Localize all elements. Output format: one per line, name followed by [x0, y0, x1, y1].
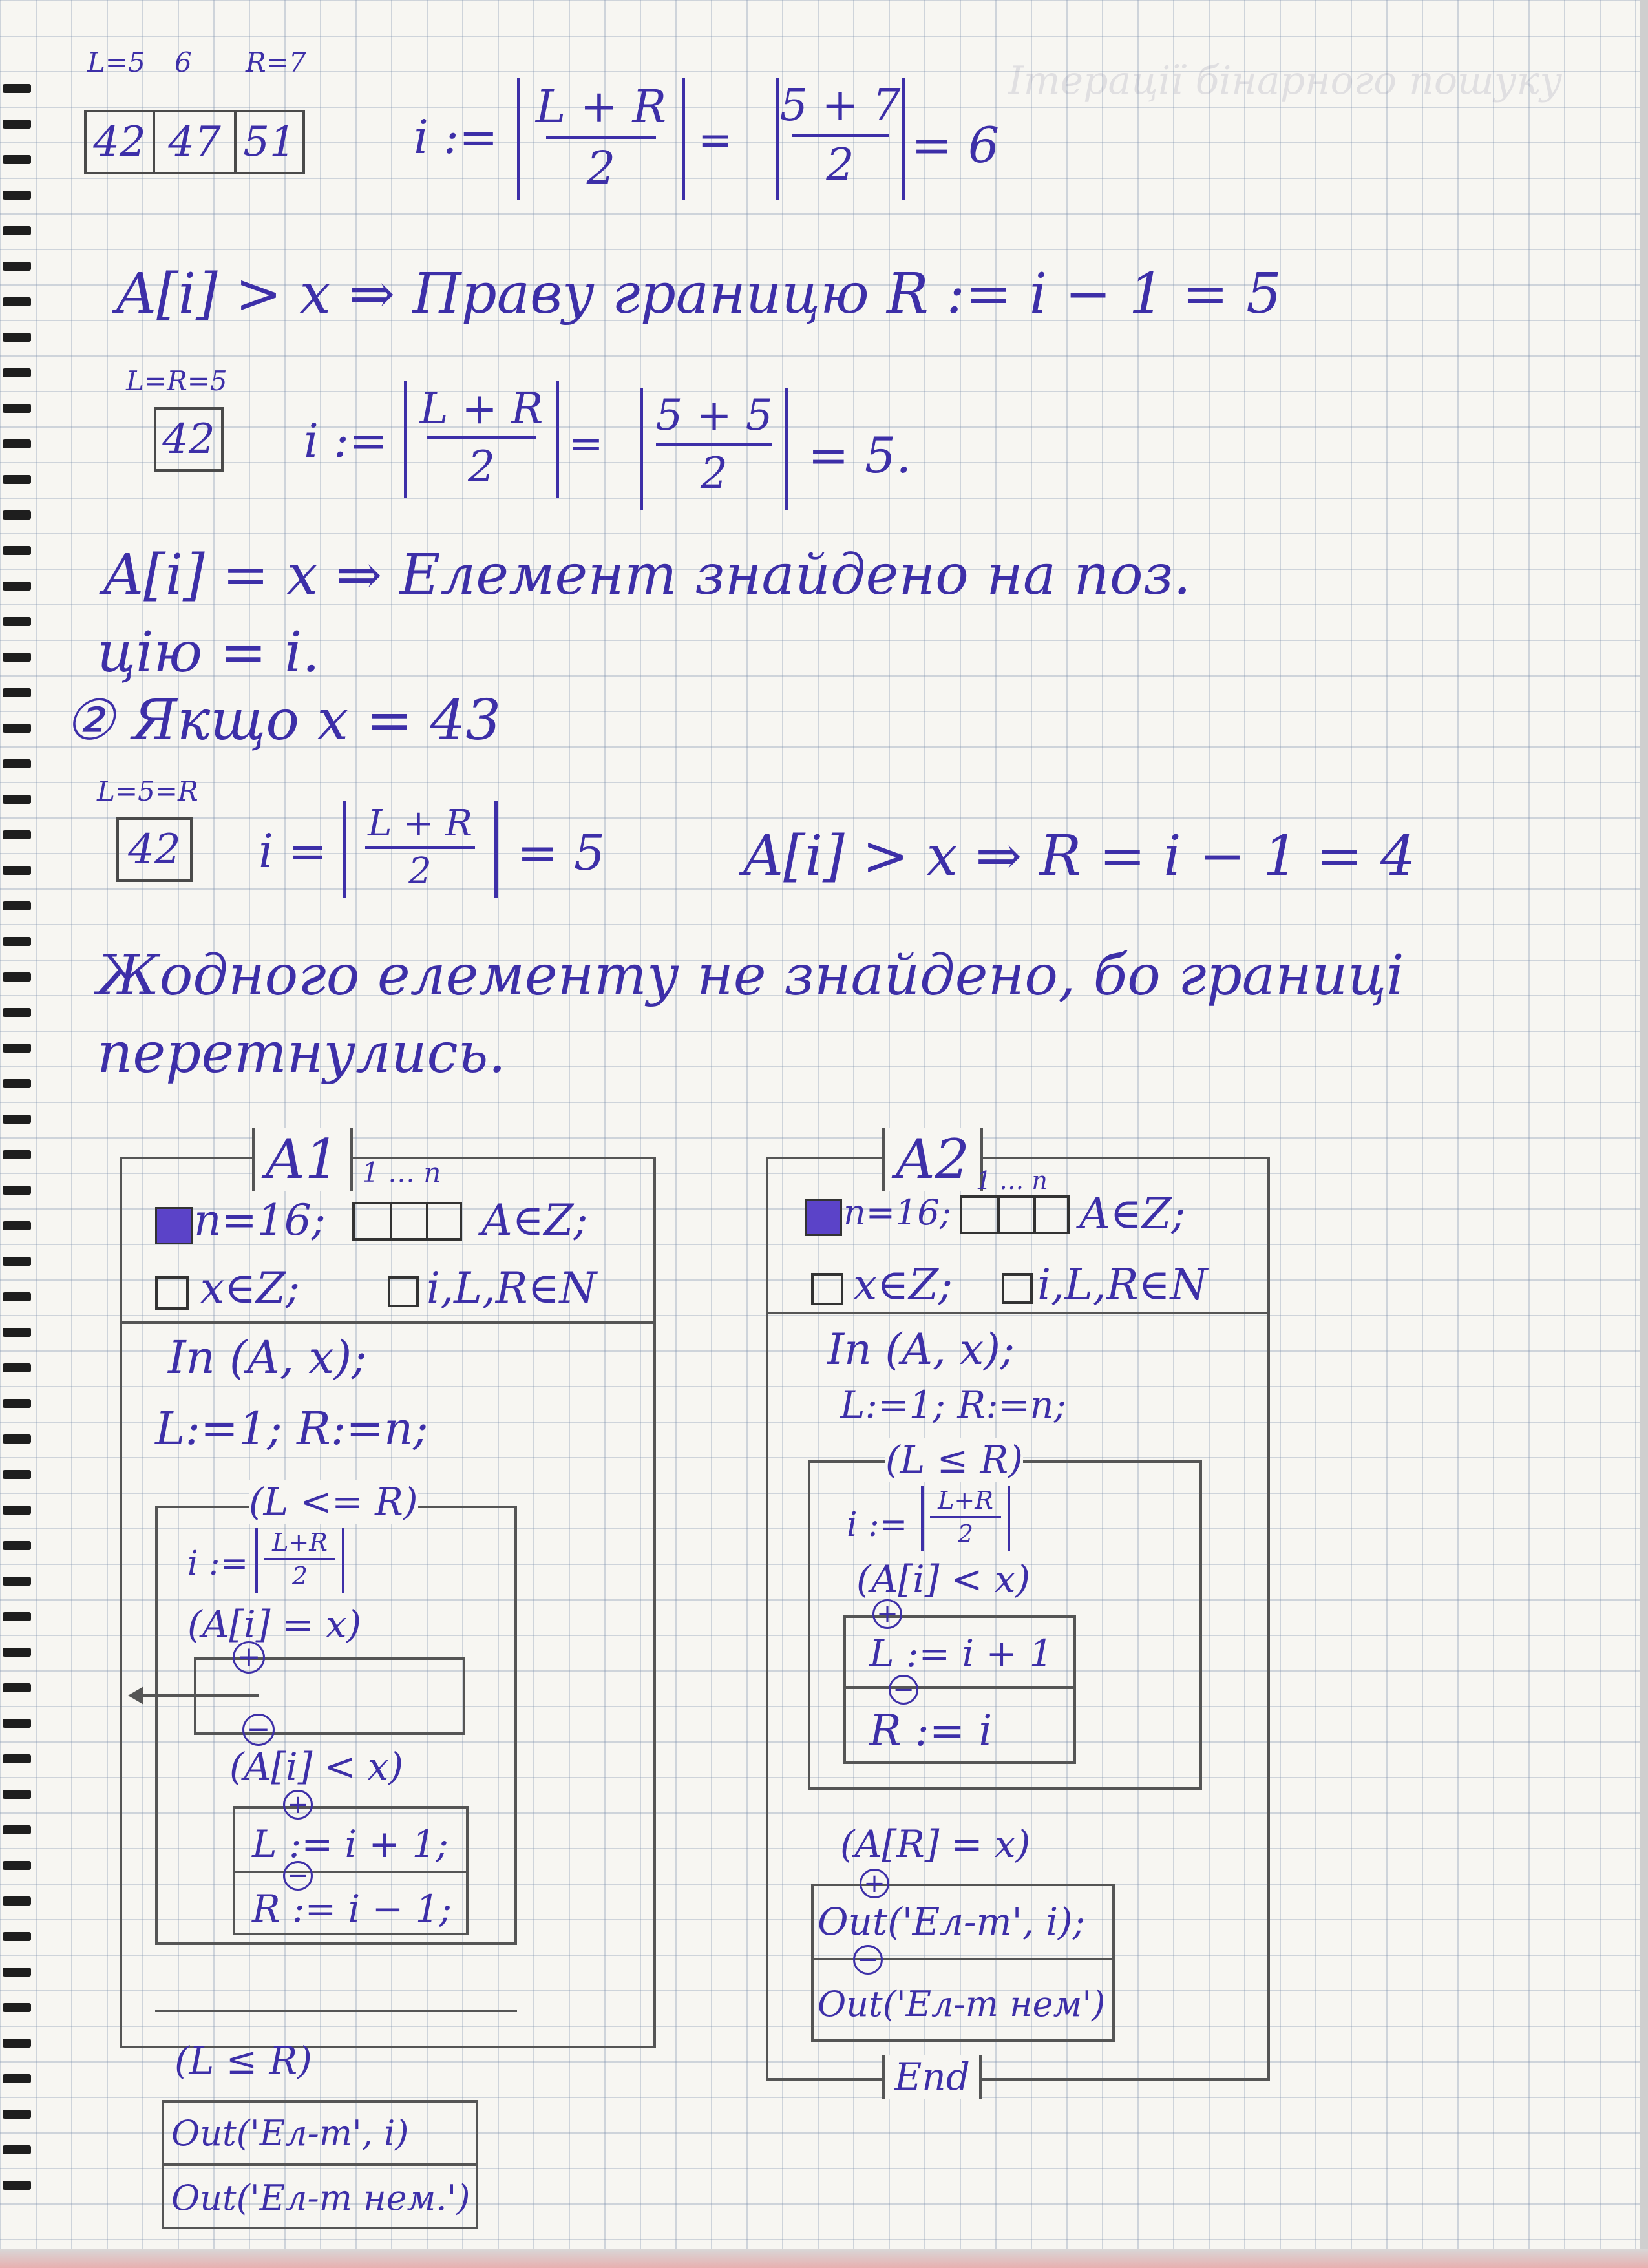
fraction-numerator: L + R: [535, 80, 667, 133]
a2-if-plus: +: [872, 1599, 902, 1629]
fraction-numerator: L+R: [938, 1486, 993, 1515]
fraction-denominator: 2: [957, 1520, 974, 1548]
formula-result: = 5.: [808, 426, 912, 484]
spiral-hole: [3, 1612, 31, 1621]
fraction-denominator: 2: [468, 442, 495, 492]
spiral-hole: [3, 617, 31, 626]
array-cell: 42: [154, 407, 224, 472]
a1-array-label: 1 … n: [362, 1157, 441, 1188]
a2-output-plus: +: [860, 1869, 889, 1898]
a2-output-minus: −: [853, 1945, 883, 1975]
spiral-hole: [3, 724, 31, 733]
floor-fraction: [640, 388, 788, 510]
spiral-hole: [3, 1719, 31, 1728]
fraction-numerator: L + R: [368, 803, 472, 845]
a1-array-box-icon: [352, 1202, 462, 1241]
a1-loop-end-line: [155, 2010, 517, 2012]
spiral-hole: [3, 1434, 31, 1444]
spiral-hole: [3, 582, 31, 591]
a1-decl-x: x∈Z;: [200, 1263, 301, 1313]
spiral-hole: [3, 688, 31, 697]
equals-sign: =: [698, 116, 733, 164]
spiral-hole: [3, 333, 31, 342]
case2-title: ② Якщо x = 43: [65, 688, 502, 753]
a2-if-else: R := i: [869, 1706, 993, 1756]
a1-if2-plus: +: [283, 1790, 313, 1820]
a1-condition2: (A[i] < x): [229, 1745, 404, 1789]
fraction-denominator: 2: [291, 1562, 308, 1590]
spiral-hole: [3, 901, 31, 910]
a1-empty-square-icon: [155, 1276, 189, 1310]
a1-decl-n: n=16;: [194, 1195, 326, 1245]
spiral-hole: [3, 155, 31, 164]
a1-title: A1: [252, 1128, 353, 1191]
step1-label-r: R=7: [246, 47, 306, 78]
spiral-hole: [3, 368, 31, 377]
spiral-hole: [3, 795, 31, 804]
a2-output-found: Out('Ел-т', i);: [818, 1900, 1086, 1944]
spiral-hole: [3, 297, 31, 306]
fraction-denominator: 2: [826, 140, 854, 191]
a2-init: L:=1; R:=n;: [840, 1383, 1067, 1427]
a1-output-divider: [162, 2163, 478, 2166]
array-cell: 42: [84, 110, 155, 174]
fraction-bar: [264, 1558, 335, 1560]
spiral-hole: [3, 1506, 31, 1515]
fraction-denominator: 2: [408, 850, 432, 892]
a1-if1-plus: +: [233, 1641, 265, 1674]
show-through-text: Ітерації бінарного пошуку: [1008, 58, 1563, 103]
fraction-numerator: L+R: [272, 1528, 328, 1557]
formula-lhs: i =: [259, 824, 328, 878]
equals-sign: =: [569, 420, 604, 468]
a2-array-box-icon: [960, 1195, 1070, 1234]
a2-decl-n: n=16;: [843, 1192, 951, 1233]
spiral-hole: [3, 1328, 31, 1337]
fraction-bar: [427, 436, 536, 439]
a1-decl-a: A∈Z;: [481, 1195, 588, 1245]
step3-label: L=5=R: [97, 775, 198, 807]
spiral-hole: [3, 1541, 31, 1550]
final-conclusion-line1: Жодного елементу не знайдено, бо границі: [97, 943, 1404, 1008]
spiral-hole: [3, 2039, 31, 2048]
fraction-denominator: 2: [586, 142, 616, 194]
floor-fraction: [776, 78, 905, 200]
a1-empty-square-icon: [388, 1276, 419, 1307]
spiral-hole: [3, 1932, 31, 1941]
spiral-hole: [3, 2181, 31, 2190]
fraction-numerator: L + R: [419, 384, 544, 434]
spiral-hole: [3, 1257, 31, 1266]
spiral-hole: [3, 1754, 31, 1763]
step1-label-l: L=5: [87, 47, 145, 78]
array-cell: 42: [116, 817, 193, 882]
spiral-hole: [3, 1470, 31, 1479]
a1-mid-lhs: i :=: [187, 1544, 249, 1583]
formula-result: = 6: [911, 116, 1000, 174]
floor-fraction: [404, 381, 559, 498]
step3-conclusion: A[i] > x ⇒ R = i − 1 = 4: [743, 824, 1416, 888]
a1-condition1: (A[i] = x): [187, 1602, 362, 1646]
fraction-bar: [930, 1516, 1001, 1518]
spiral-hole: [3, 1399, 31, 1408]
spiral-hole: [3, 2003, 31, 2012]
a2-divider: [766, 1312, 1270, 1314]
spiral-hole: [3, 1968, 31, 1977]
spiral-hole: [3, 120, 31, 129]
spiral-hole: [3, 2145, 31, 2154]
spiral-hole: [3, 937, 31, 946]
a2-output-not-found: Out('Ел-т нем'): [818, 1984, 1106, 2024]
a2-mid-lhs: i :=: [847, 1506, 908, 1544]
spiral-hole: [3, 510, 31, 520]
spiral-hole: [3, 1115, 31, 1124]
a2-decl-x: x∈Z;: [853, 1260, 953, 1310]
spiral-hole: [3, 1221, 31, 1230]
step2-conclusion-line2: цію = i.: [97, 620, 320, 685]
spiral-hole: [3, 1044, 31, 1053]
spiral-hole: [3, 1186, 31, 1195]
a1-if2-else: R := i − 1;: [252, 1887, 452, 1931]
floor-fraction: [343, 801, 498, 898]
a1-if2-then: L := i + 1;: [252, 1822, 449, 1866]
a1-output-found: Out('Ел-т', i): [171, 2113, 409, 2154]
a2-input: In (A, x);: [827, 1325, 1015, 1374]
formula-lhs: i :=: [304, 414, 388, 468]
a2-end: End: [882, 2055, 982, 2099]
a2-condition1: (A[i] < x): [856, 1557, 1031, 1601]
spiral-hole: [3, 866, 31, 875]
array-cell: 47: [153, 110, 237, 174]
spiral-hole: [3, 972, 31, 982]
a2-empty-square-icon: [811, 1273, 843, 1305]
a2-condition2: (A[R] = x): [840, 1822, 1031, 1866]
spiral-hole: [3, 830, 31, 839]
a1-exit-arrow-icon: [132, 1694, 259, 1697]
spiral-hole: [3, 1683, 31, 1692]
fraction-numerator: 5 + 7: [779, 80, 901, 131]
spiral-hole: [3, 1150, 31, 1159]
spiral-hole: [3, 226, 31, 235]
a1-if1-minus: −: [242, 1714, 275, 1746]
spiral-hole: [3, 653, 31, 662]
fraction-numerator: 5 + 5: [655, 390, 773, 440]
a1-filled-square-icon: [155, 1207, 193, 1244]
page-bottom-edge: [0, 2249, 1648, 2268]
fraction-bar: [365, 846, 475, 849]
spiral-binding: [0, 0, 39, 2268]
fraction-denominator: 2: [701, 448, 728, 498]
spiral-hole: [3, 759, 31, 768]
a1-if2-minus: −: [283, 1861, 313, 1891]
spiral-hole: [3, 2110, 31, 2119]
formula-lhs: i :=: [414, 110, 498, 164]
page-edge: [1640, 0, 1648, 2268]
spiral-hole: [3, 1577, 31, 1586]
a2-empty-square-icon: [1002, 1273, 1033, 1304]
a1-exit-arrow-head-icon: [128, 1686, 143, 1705]
spiral-hole: [3, 262, 31, 271]
fraction-bar: [656, 443, 772, 446]
spiral-hole: [3, 439, 31, 448]
step1-conclusion: A[i] > x ⇒ Праву границю R := i − 1 = 5: [116, 262, 1282, 326]
step1-label-mid: 6: [174, 47, 192, 78]
spiral-hole: [3, 1079, 31, 1088]
spiral-hole: [3, 1790, 31, 1799]
spiral-hole: [3, 1363, 31, 1372]
spiral-hole: [3, 1825, 31, 1834]
spiral-hole: [3, 1648, 31, 1657]
spiral-hole: [3, 84, 31, 93]
formula-result: = 5: [517, 824, 606, 881]
a2-loop-condition: (L ≤ R): [885, 1438, 1023, 1482]
step2-conclusion-line1: A[i] = x ⇒ Елемент знайдено на поз.: [103, 543, 1191, 607]
a1-divider: [120, 1321, 656, 1324]
a1-mid-fraction: [255, 1528, 344, 1593]
final-conclusion-line2: перетнулись.: [97, 1021, 506, 1086]
a1-input: In (A, x);: [168, 1331, 367, 1384]
fraction-bar: [792, 134, 889, 137]
a1-if2-divider: [233, 1871, 469, 1873]
spiral-hole: [3, 404, 31, 413]
a2-mid-fraction: [921, 1486, 1010, 1551]
a2-if-then: L := i + 1: [869, 1632, 1053, 1675]
a2-if-divider: [843, 1686, 1076, 1689]
floor-fraction: [517, 78, 685, 200]
spiral-hole: [3, 1008, 31, 1017]
spiral-hole: [3, 2074, 31, 2083]
spiral-hole: [3, 1896, 31, 1906]
a1-decl-vars: i,L,R∈N: [427, 1263, 597, 1313]
array-cell: 51: [234, 110, 305, 174]
a2-array-label: 1 … n: [976, 1166, 1048, 1195]
spiral-hole: [3, 1861, 31, 1870]
spiral-hole: [3, 1292, 31, 1301]
a2-title: A2: [882, 1128, 983, 1191]
a1-output-not-found: Out('Ел-т нем.'): [171, 2178, 470, 2218]
step2-label: L=R=5: [126, 365, 227, 397]
a2-decl-a: A∈Z;: [1079, 1189, 1186, 1239]
spiral-hole: [3, 546, 31, 555]
spiral-hole: [3, 475, 31, 484]
a1-loop-condition: (L <= R): [249, 1480, 418, 1524]
a2-if-minus: −: [889, 1675, 918, 1705]
a1-init: L:=1; R:=n;: [155, 1402, 428, 1455]
a2-filled-square-icon: [805, 1199, 842, 1236]
a2-decl-vars: i,L,R∈N: [1037, 1260, 1208, 1310]
fraction-bar: [546, 136, 656, 139]
a1-condition3: (L ≤ R): [174, 2039, 312, 2083]
spiral-hole: [3, 191, 31, 200]
